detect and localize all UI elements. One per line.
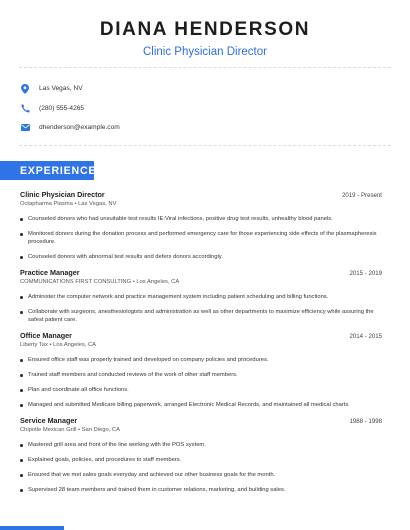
contact-info xyxy=(20,79,120,138)
list-item: Counseled donors with abnormal test results and defers donors accordingly. xyxy=(20,253,382,261)
job-entry xyxy=(20,190,382,261)
phone-icon xyxy=(20,103,30,113)
list-item: Explained goals, policies, and procedures to staff members. xyxy=(20,456,382,464)
accent-bar xyxy=(0,526,64,530)
job-entry xyxy=(20,268,382,324)
experience-list xyxy=(20,190,382,501)
job-org: Octapharma Plasma • Las Vegas, NV xyxy=(20,201,117,207)
envelope-icon xyxy=(20,123,30,133)
section-heading-experience: EXPERIENCE xyxy=(0,161,94,180)
list-item: Mastered grill area and front of the line working with the POS system. xyxy=(20,441,382,449)
divider xyxy=(19,145,391,146)
list-item: Collaborate with surgeons, anesthesiologists and administration as well as other departments to maximize efficiency while assuring the safest patient care. xyxy=(20,308,382,324)
list-item: Monitored donors during the donation process and performed emergency care for those experiencing side effects of the plasmapheresis procedure. xyxy=(20,230,382,246)
list-item: Supervised 28 team members and trained them in customer relations, marketing, and building sales. xyxy=(20,486,382,494)
contact-location xyxy=(20,79,120,99)
job-org: COMMUNICATIONS FIRST CONSULTING • Los Angeles, CA xyxy=(20,279,180,285)
job-org: Chipotle Mexican Grill • San Diego, CA xyxy=(20,427,120,433)
job-entry xyxy=(20,331,382,409)
list-item: Plan and coordinate all office functions. xyxy=(20,386,382,394)
location-pin-icon xyxy=(20,84,30,94)
contact-phone-text: (280) 555-4265 xyxy=(39,104,85,112)
list-item: Ensured office staff was properly trained and developed on company policies and procedures. xyxy=(20,356,382,364)
contact-location-text: Las Vegas, NV xyxy=(39,85,83,93)
contact-email[interactable] xyxy=(20,118,120,138)
contact-phone xyxy=(20,99,120,119)
job-title: Office Manager xyxy=(20,331,72,340)
job-dates: 1988 - 1998 xyxy=(349,418,382,425)
candidate-name: DIANA HENDERSON xyxy=(99,19,311,40)
job-dates: 2015 - 2019 xyxy=(349,270,382,277)
candidate-title: Clinic Physician Director xyxy=(143,46,267,58)
list-item: Counseled donors who had unsuitable test results IE:Viral infections, positive drug test results, unhealthy blood panels. xyxy=(20,215,382,223)
job-entry xyxy=(20,416,382,494)
list-item: Managed and submitted Medicare billing paperwork, arranged Electronic Medical Records, and maintained all medical charts. xyxy=(20,401,382,409)
job-dates: 2014 - 2015 xyxy=(349,333,382,340)
list-item: Trained staff members and conducted reviews of the work of other staff members. xyxy=(20,371,382,379)
divider xyxy=(19,67,391,68)
job-title: Clinic Physician Director xyxy=(20,190,105,199)
contact-email-text[interactable]: dhenderson@example.com xyxy=(39,124,120,132)
resume-header xyxy=(0,0,410,58)
job-org: Liberty Tax • Los Angeles, CA xyxy=(20,342,97,348)
job-dates: 2019 - Present xyxy=(342,192,382,199)
list-item: Administer the computer network and practice management system including patient scheduling and billing functions. xyxy=(20,293,382,301)
list-item: Ensured that we met sales goals everyday and achieved our other business goals for the month. xyxy=(20,471,382,479)
job-title: Service Manager xyxy=(20,416,78,425)
job-title: Practice Manager xyxy=(20,268,80,277)
